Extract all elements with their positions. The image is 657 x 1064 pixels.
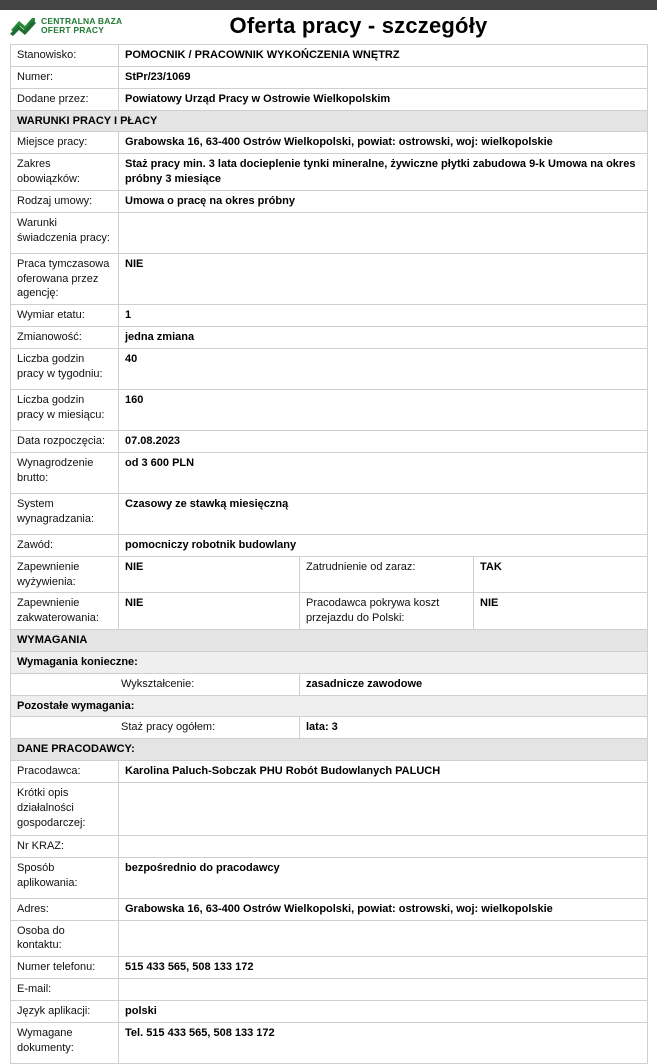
zakres-obowiazkow-value: Staż pracy min. 3 lata docieplenie tynki mineralne, żywiczne płytki zabudowa 9-k Umowa na okres próbny 3 miesiące: [119, 154, 648, 191]
sposob-aplikowania-label: Sposób aplikowania:: [11, 857, 119, 898]
table-row: [11, 593, 648, 630]
zakwaterowanie-label: Zapewnienie zakwaterowania:: [11, 593, 119, 630]
email-value: [119, 979, 648, 1001]
jezyk-aplikacji-value: polski: [119, 1001, 648, 1023]
data-rozpoczecia-value: 07.08.2023: [119, 430, 648, 452]
table-row: [11, 898, 648, 920]
staz-pracy-label: Staż pracy ogółem:: [11, 717, 300, 739]
table-row: [11, 761, 648, 783]
opis-dzialalnosci-value: [119, 782, 648, 835]
kraz-value: [119, 835, 648, 857]
osoba-kontakt-label: Osoba do kontaktu:: [11, 920, 119, 957]
zakwaterowanie-value: NIE: [119, 593, 300, 630]
godziny-tydzien-value: 40: [119, 348, 648, 389]
table-row: [11, 253, 648, 305]
godziny-miesiac-label: Liczba godzin pracy w miesiącu:: [11, 389, 119, 430]
rodzaj-umowy-value: Umowa o pracę na okres próbny: [119, 190, 648, 212]
table-row: [11, 452, 648, 493]
subsection-konieczne-label: Wymagania konieczne:: [11, 651, 648, 673]
zawod-value: pomocniczy robotnik budowlany: [119, 534, 648, 556]
green-arrows-logo-icon: [10, 15, 36, 37]
page-header: [0, 10, 657, 44]
data-rozpoczecia-label: Data rozpoczęcia:: [11, 430, 119, 452]
wyzywienie-label: Zapewnienie wyżywienia:: [11, 556, 119, 593]
subsection-wymagania-konieczne: [11, 651, 648, 673]
pracodawca-value: Karolina Paluch-Sobczak PHU Robót Budowlanych PALUCH: [119, 761, 648, 783]
subsection-pozostale-label: Pozostałe wymagania:: [11, 695, 648, 717]
wymiar-etatu-label: Wymiar etatu:: [11, 305, 119, 327]
kraz-label: Nr KRAZ:: [11, 835, 119, 857]
offer-table: [10, 44, 648, 1064]
table-row: [11, 327, 648, 349]
zatrudnienie-zaraz-value: TAK: [474, 556, 648, 593]
system-wynagradzania-label: System wynagradzania:: [11, 493, 119, 534]
logo-line-2: OFERT PRACY: [41, 25, 105, 35]
telefon-label: Numer telefonu:: [11, 957, 119, 979]
logo-text: [41, 17, 122, 35]
table-row: [11, 190, 648, 212]
numer-value: StPr/23/1069: [119, 66, 648, 88]
table-row: [11, 430, 648, 452]
table-row: [11, 717, 648, 739]
wynagrodzenie-value: od 3 600 PLN: [119, 452, 648, 493]
table-row: [11, 212, 648, 253]
adres-label: Adres:: [11, 898, 119, 920]
logo-line-1: CENTRALNA BAZA: [41, 16, 123, 27]
section-warunki-pracy: [11, 110, 648, 132]
wymiar-etatu-value: 1: [119, 305, 648, 327]
section-dane-pracodawcy: [11, 739, 648, 761]
table-row: [11, 45, 648, 67]
table-row: [11, 132, 648, 154]
wyksztalcenie-label: Wykształcenie:: [11, 673, 300, 695]
godziny-miesiac-value: 160: [119, 389, 648, 430]
telefon-value: 515 433 565, 508 133 172: [119, 957, 648, 979]
numer-label: Numer:: [11, 66, 119, 88]
table-row: [11, 920, 648, 957]
table-row: [11, 1022, 648, 1063]
praca-tymczasowa-label: Praca tymczasowa oferowana przez agencję:: [11, 253, 119, 305]
table-row: [11, 88, 648, 110]
zmianowosc-value: jedna zmiana: [119, 327, 648, 349]
page-title: Oferta pracy - szczegóły: [229, 13, 488, 38]
table-row: [11, 782, 648, 835]
dodane-przez-label: Dodane przez:: [11, 88, 119, 110]
section-pracodawca-label: DANE PRACODAWCY:: [11, 739, 648, 761]
section-wymagania-label: WYMAGANIA: [11, 630, 648, 652]
przejazd-label: Pracodawca pokrywa koszt przejazdu do Polski:: [300, 593, 474, 630]
table-row: [11, 1001, 648, 1023]
opis-dzialalnosci-label: Krótki opis działalności gospodarczej:: [11, 782, 119, 835]
logo[interactable]: [10, 15, 150, 37]
warunki-swiadczenia-label: Warunki świadczenia pracy:: [11, 212, 119, 253]
table-row: [11, 957, 648, 979]
stanowisko-value: POMOCNIK / PRACOWNIK WYKOŃCZENIA WNĘTRZ: [119, 45, 648, 67]
zmianowosc-label: Zmianowość:: [11, 327, 119, 349]
godziny-tydzien-label: Liczba godzin pracy w tygodniu:: [11, 348, 119, 389]
staz-pracy-value: lata: 3: [300, 717, 648, 739]
table-row: [11, 305, 648, 327]
wynagrodzenie-label: Wynagrodzenie brutto:: [11, 452, 119, 493]
table-row: [11, 154, 648, 191]
wymagane-dokumenty-value: Tel. 515 433 565, 508 133 172: [119, 1022, 648, 1063]
adres-value: Grabowska 16, 63-400 Ostrów Wielkopolski, powiat: ostrowski, woj: wielkopolskie: [119, 898, 648, 920]
miejsce-pracy-label: Miejsce pracy:: [11, 132, 119, 154]
warunki-swiadczenia-value: [119, 212, 648, 253]
wymagane-dokumenty-label: Wymagane dokumenty:: [11, 1022, 119, 1063]
table-row: [11, 389, 648, 430]
table-row: [11, 556, 648, 593]
wyzywienie-value: NIE: [119, 556, 300, 593]
przejazd-value: NIE: [474, 593, 648, 630]
section-warunki-label: WARUNKI PRACY I PŁACY: [11, 110, 648, 132]
section-wymagania: [11, 630, 648, 652]
praca-tymczasowa-value: NIE: [119, 253, 648, 305]
table-row: [11, 835, 648, 857]
stanowisko-label: Stanowisko:: [11, 45, 119, 67]
table-row: [11, 493, 648, 534]
top-bar: [0, 0, 657, 10]
miejsce-pracy-value: Grabowska 16, 63-400 Ostrów Wielkopolski, powiat: ostrowski, woj: wielkopolskie: [119, 132, 648, 154]
pracodawca-label: Pracodawca:: [11, 761, 119, 783]
table-row: [11, 673, 648, 695]
table-row: [11, 979, 648, 1001]
jezyk-aplikacji-label: Język aplikacji:: [11, 1001, 119, 1023]
table-row: [11, 66, 648, 88]
wyksztalcenie-value: zasadnicze zawodowe: [300, 673, 648, 695]
system-wynagradzania-value: Czasowy ze stawką miesięczną: [119, 493, 648, 534]
zatrudnienie-zaraz-label: Zatrudnienie od zaraz:: [300, 556, 474, 593]
email-label: E-mail:: [11, 979, 119, 1001]
dodane-przez-value: Powiatowy Urząd Pracy w Ostrowie Wielkopolskim: [119, 88, 648, 110]
subsection-pozostale-wymagania: [11, 695, 648, 717]
table-row: [11, 348, 648, 389]
table-row: [11, 857, 648, 898]
zawod-label: Zawód:: [11, 534, 119, 556]
table-row: [11, 534, 648, 556]
rodzaj-umowy-label: Rodzaj umowy:: [11, 190, 119, 212]
osoba-kontakt-value: [119, 920, 648, 957]
sposob-aplikowania-value: bezpośrednio do pracodawcy: [119, 857, 648, 898]
zakres-obowiazkow-label: Zakres obowiązków:: [11, 154, 119, 191]
